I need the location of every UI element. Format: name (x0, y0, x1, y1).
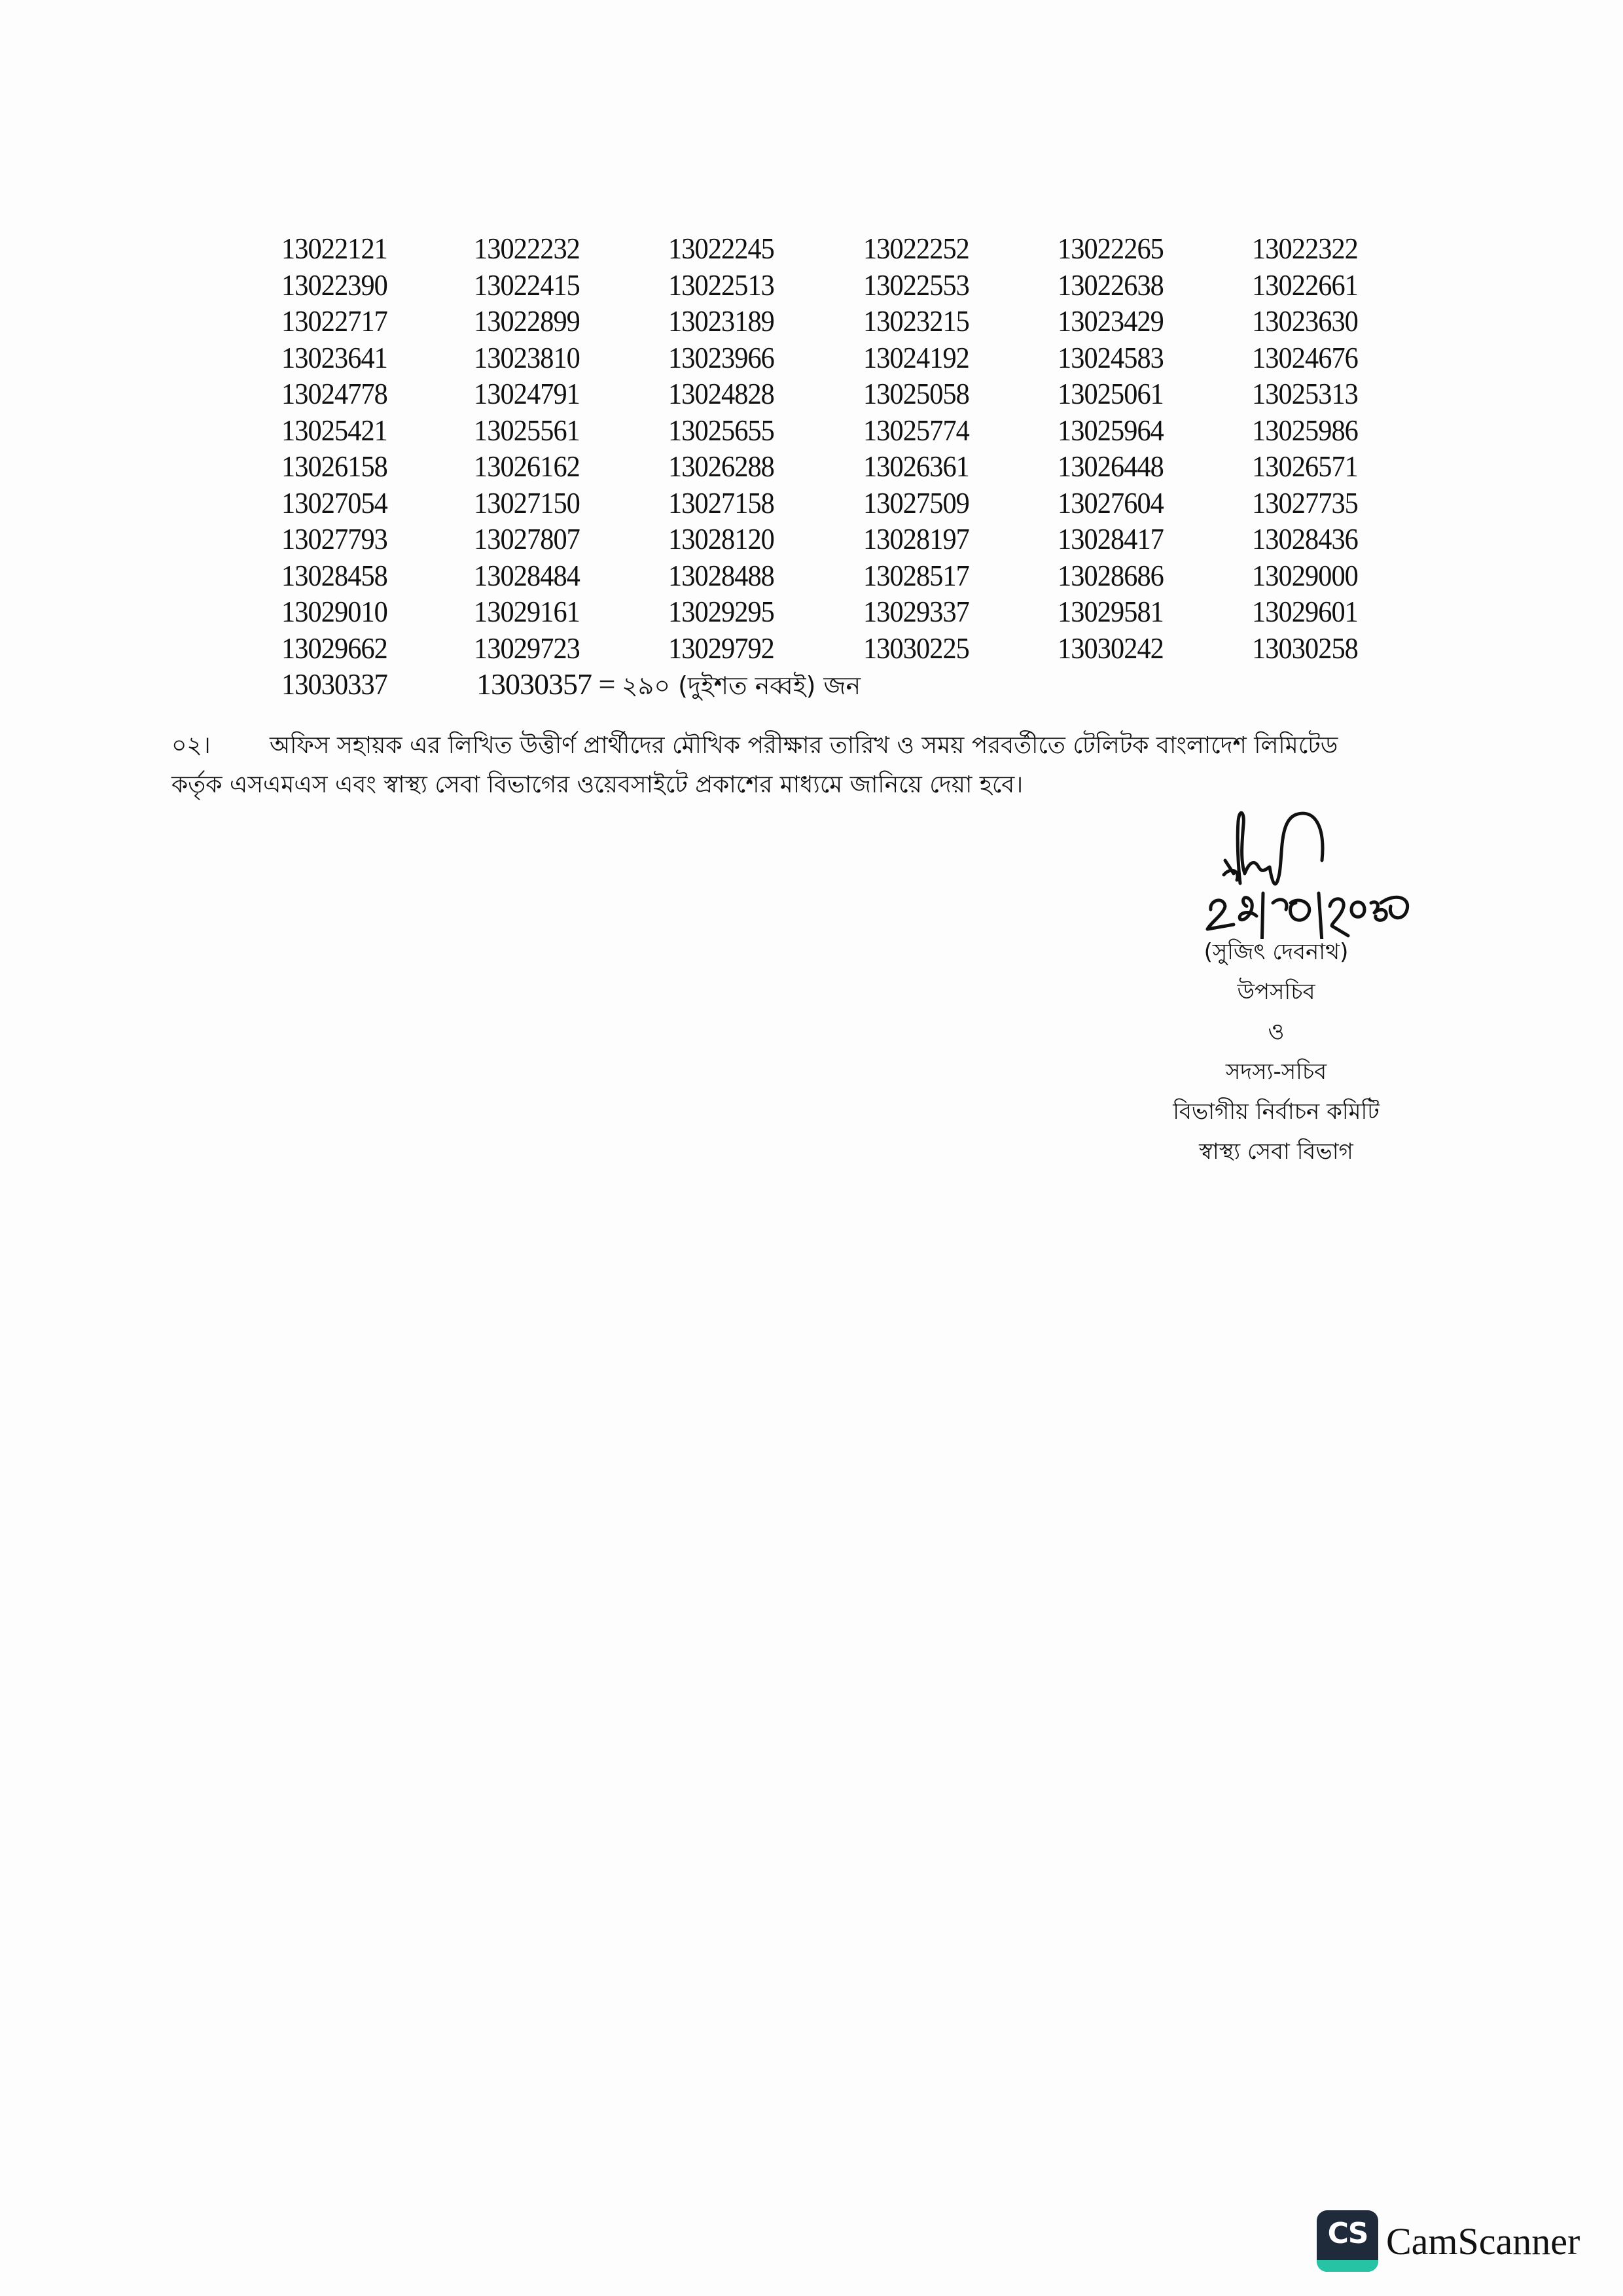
roll-number: 13030357 (476, 667, 592, 701)
roll-row (281, 412, 1446, 449)
committee-name: বিভাগীয় নির্বাচন কমিটি (1173, 1099, 1380, 1125)
roll-number: 13022717 (281, 304, 387, 338)
roll-number: 13025655 (668, 413, 775, 447)
roll-number: 13022252 (863, 232, 969, 265)
roll-number: 13030258 (1251, 631, 1358, 665)
logo-teal-band (1317, 2260, 1378, 2272)
equals-sign: = (592, 667, 622, 701)
roll-number: 13026571 (1251, 450, 1358, 483)
roll-number: 13026448 (1057, 450, 1164, 483)
roll-number: 13029161 (474, 595, 580, 628)
roll-number: 13030242 (1057, 631, 1164, 665)
roll-number: 13022245 (668, 232, 775, 265)
roll-number: 13026162 (474, 450, 580, 483)
roll-row (281, 593, 1446, 630)
roll-number: 13025313 (1251, 377, 1358, 410)
paragraph-line-2: কর্তৃক এসএমএস এবং স্বাস্থ্য সেবা বিভাগের ওয়েবসাইটে প্রকাশের মাধ্যমে জানিয়ে দেয়া হবে। (171, 771, 1024, 798)
roll-number: 13029662 (281, 631, 387, 665)
camscanner-label: CamScanner (1386, 2219, 1580, 2263)
total-count: ২৯০ (দুইশত নব্বই) জন (621, 671, 861, 700)
signatory-name: (সুজিৎ দেবনাথ) (1204, 939, 1349, 965)
roll-number: 13029792 (668, 631, 775, 665)
roll-number: 13022232 (474, 232, 580, 265)
roll-number: 13023810 (474, 340, 580, 374)
roll-number: 13025561 (474, 413, 580, 447)
roll-number: 13022553 (863, 268, 969, 302)
camscanner-logo-icon (1317, 2210, 1378, 2272)
roll-number: 13030225 (863, 631, 969, 665)
roll-row (281, 448, 1446, 485)
roll-number: 13024778 (281, 377, 387, 410)
roll-number: 13024676 (1251, 340, 1358, 374)
roll-row (281, 340, 1446, 376)
roll-row (281, 630, 1446, 667)
roll-number: 13029581 (1057, 595, 1164, 628)
roll-number: 13027604 (1057, 486, 1164, 520)
roll-number: 13022322 (1251, 232, 1358, 265)
roll-number: 13029337 (863, 595, 969, 628)
roll-number: 13027150 (474, 486, 580, 520)
paragraph-text-1: অফিস সহায়ক এর লিখিত উত্তীর্ণ প্রার্থীদের মৌখিক পরীক্ষার তারিখ ও সময় পরবর্তীতে টেলিটক বাংলাদেশ লিমিটেড (270, 732, 1338, 759)
roll-row (281, 376, 1446, 412)
roll-row (281, 303, 1446, 340)
roll-number: 13024583 (1057, 340, 1164, 374)
roll-row (281, 485, 1446, 521)
roll-number: 13022265 (1057, 232, 1164, 265)
signatory-conjunction: ও (1268, 1019, 1285, 1045)
roll-number: 13025061 (1057, 377, 1164, 410)
roll-number: 13029000 (1251, 558, 1358, 592)
roll-number: 13028686 (1057, 558, 1164, 592)
roll-number: 13023630 (1251, 304, 1358, 338)
camscanner-watermark (1317, 2210, 1580, 2272)
roll-row (281, 267, 1446, 304)
roll-number: 13025774 (863, 413, 969, 447)
roll-number: 13023641 (281, 340, 387, 374)
roll-number: 13024192 (863, 340, 969, 374)
roll-number-grid (281, 230, 1446, 703)
roll-row (281, 521, 1446, 557)
roll-number: 13023189 (668, 304, 775, 338)
signature-icon (1185, 795, 1499, 939)
roll-number: 13025421 (281, 413, 387, 447)
summary-row (281, 666, 1446, 703)
roll-number: 13026158 (281, 450, 387, 483)
signatory-designation: উপসচিব (1237, 979, 1315, 1005)
roll-row (281, 557, 1446, 594)
division-name: স্বাস্থ্য সেবা বিভাগ (1199, 1139, 1353, 1165)
roll-number: 13025058 (863, 377, 969, 410)
roll-number: 13029723 (474, 631, 580, 665)
roll-number: 13027509 (863, 486, 969, 520)
roll-number: 13028120 (668, 522, 775, 556)
paragraph-number: ০২। (171, 732, 211, 759)
roll-number: 13024791 (474, 377, 580, 410)
roll-number: 13023429 (1057, 304, 1164, 338)
roll-number: 13025986 (1251, 413, 1358, 447)
roll-number: 13027793 (281, 522, 387, 556)
roll-number: 13029601 (1251, 595, 1358, 628)
signature-block (1073, 932, 1479, 1172)
logo-text: CS (1327, 2217, 1368, 2250)
roll-number: 13023215 (863, 304, 969, 338)
roll-number: 13025964 (1057, 413, 1164, 447)
paragraph-line-1 (171, 726, 1474, 766)
roll-number: 13024828 (668, 377, 775, 410)
roll-number: 13028417 (1057, 522, 1164, 556)
roll-number: 13027807 (474, 522, 580, 556)
roll-number: 13022661 (1251, 268, 1358, 302)
roll-number: 13023966 (668, 340, 775, 374)
roll-number: 13029295 (668, 595, 775, 628)
roll-number: 13028488 (668, 558, 775, 592)
roll-row (281, 230, 1446, 267)
roll-number: 13022638 (1057, 268, 1164, 302)
roll-number: 13028436 (1251, 522, 1358, 556)
roll-number: 13028517 (863, 558, 969, 592)
roll-number: 13030337 (281, 667, 387, 701)
roll-number: 13026361 (863, 450, 969, 483)
roll-number: 13028484 (474, 558, 580, 592)
roll-number: 13022899 (474, 304, 580, 338)
roll-number: 13022415 (474, 268, 580, 302)
handwritten-signature (1185, 795, 1499, 939)
roll-number: 13027735 (1251, 486, 1358, 520)
roll-number: 13022390 (281, 268, 387, 302)
roll-number: 13022513 (668, 268, 775, 302)
roll-number: 13029010 (281, 595, 387, 628)
roll-number: 13026288 (668, 450, 775, 483)
roll-number: 13028197 (863, 522, 969, 556)
roll-number: 13028458 (281, 558, 387, 592)
roll-number: 13027158 (668, 486, 775, 520)
roll-number: 13027054 (281, 486, 387, 520)
notice-paragraph (171, 726, 1474, 805)
summary-text (476, 666, 861, 703)
signatory-role: সদস্য-সচিব (1225, 1059, 1327, 1085)
roll-number: 13022121 (281, 232, 387, 265)
